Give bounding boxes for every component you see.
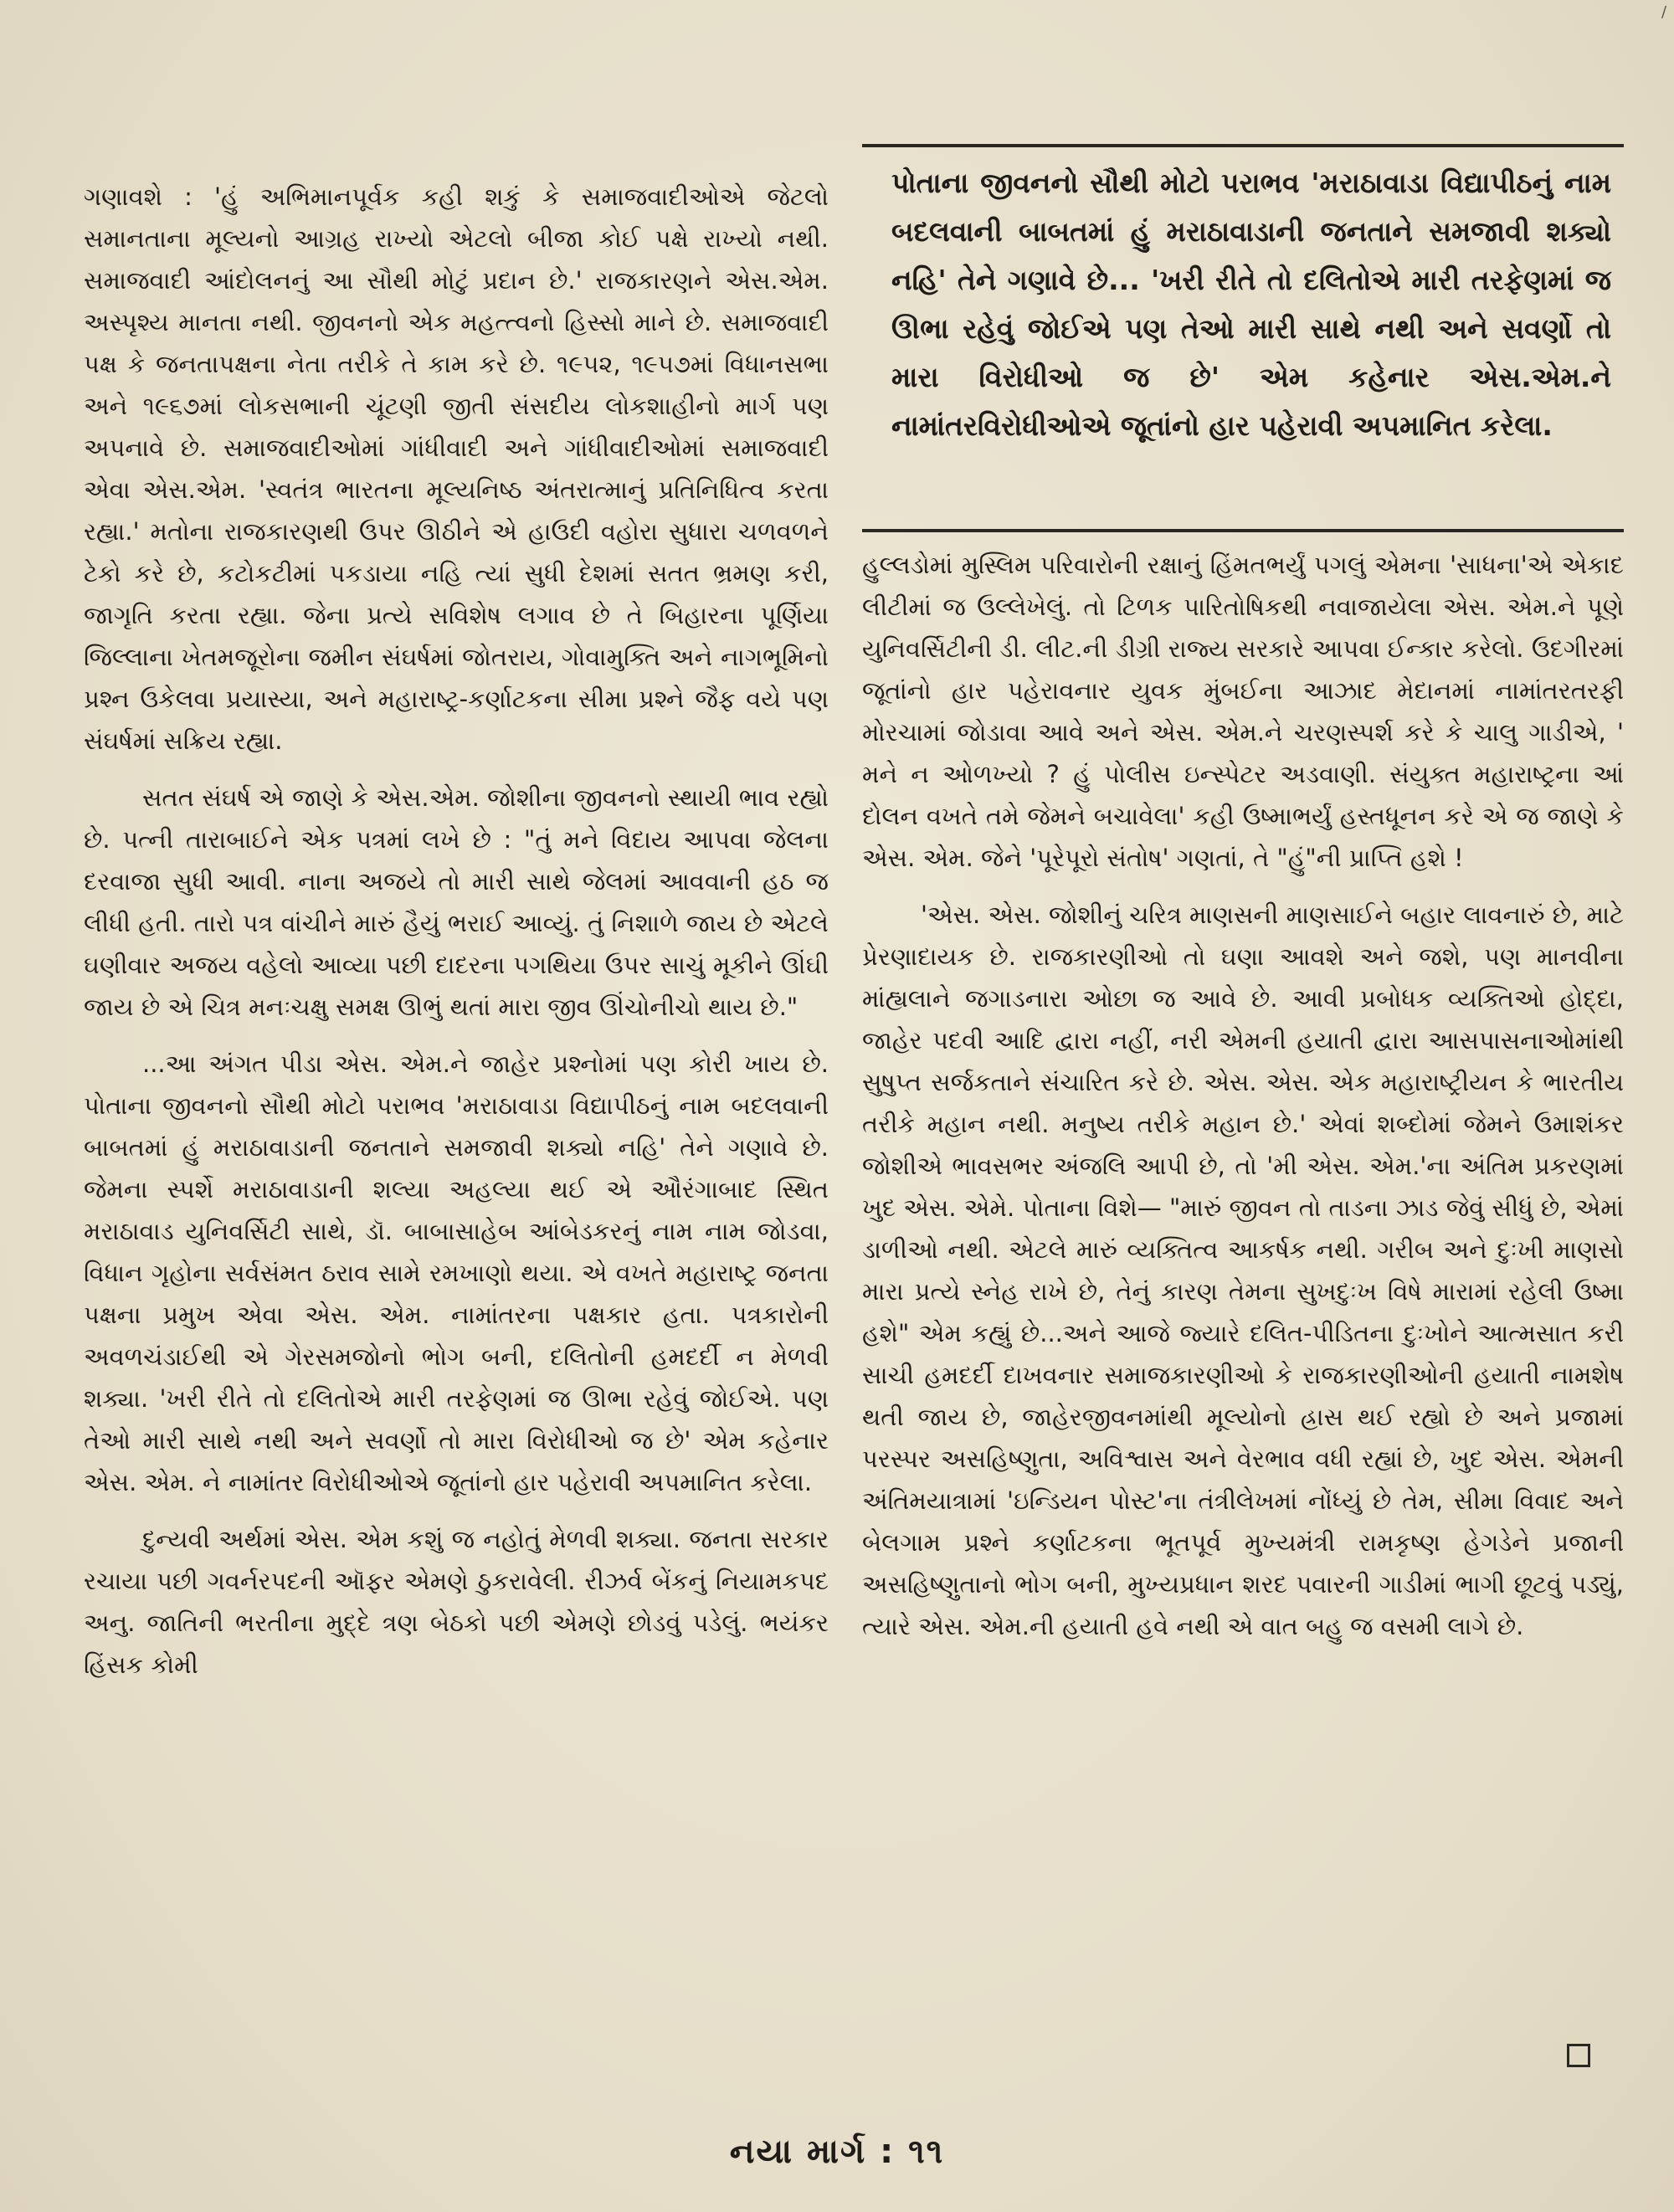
left-paragraph-2: સતત સંઘર્ષ એ જાણે કે એસ.એમ. જોશીના જીવનનો સ્થાયી ભાવ રહ્યો છે. પત્ની તારાબાઈને એક પત્રમાં લખે છે : "તું મને વિદાય આપવા જેલના દરવાજા સુધી આવી. નાના અજયે તો મારી સાથે જેલમાં આવવાની હઠ જ લીધી હતી. તારો પત્ર વાંચીને મારું હૈયું ભરાઈ આવ્યું. તું નિશાળે જાય છે એટલે ઘણીવાર અજય વહેલો આવ્યા પછી દાદરના પગથિયા ઉપર સાચું મૂકીને ઊંઘી જાય છે એ ચિત્ર મનઃચક્ષુ સમક્ષ ઊભું થતાં મારા જીવ ઊંચોનીચો થાય છે."	[84, 783, 829, 1021]
right-paragraph-2: 'એસ. એસ. જોશીનું ચરિત્ર માણસની માણસાઈને બહાર લાવનારું છે, માટે પ્રેરણાદાયક છે. રાજકારણીઓ તો ઘણા આવશે અને જશે, પણ માનવીના માંહ્યલાને જગાડનારા ઓછા જ આવે છે. આવી પ્રબોધક વ્યક્તિઓ હોદ્દા, જાહેર પદવી આદિ દ્વારા નહીં, નરી એમની હયાતી દ્વારા આસપાસનાઓમાંથી સુષુપ્ત સર્જકતાને સંચારિત કરે છે. એસ. એસ. એક મહારાષ્ટ્રીયન કે ભારતીય તરીકે મહાન નથી. મનુષ્ય તરીકે મહાન છે.' એવાં શબ્દોમાં જેમને ઉમાશંકર જોશીએ ભાવસભર અંજલિ આપી છે, તો 'મી એસ. એમ.'ના અંતિમ પ્રકરણમાં ખુદ એસ. એમે. પોતાના વિશે— "મારું જીવન તો તાડના ઝાડ જેવું સીધું છે, એમાં ડાળીઓ નથી. એટલે મારું વ્યક્તિત્વ આકર્ષક નથી. ગરીબ અને દુઃખી માણસો મારા પ્રત્યે સ્નેહ રાખે છે, તેનું કારણ તેમના સુખદુઃખ વિષે મારામાં રહેલી ઉષ્મા હશે" એમ કહ્યું છે...અને આજે જ્યારે દલિત-પીડિતના દુઃખોને આત્મસાત કરી સાચી હમદર્દી દાખવનાર સમાજકારણીઓ કે રાજકારણીઓની હયાતી નામશેષ થતી જાય છે, જાહેરજીવનમાંથી મૂલ્યોનો હ્રાસ થઈ રહ્યો છે અને પ્રજામાં પરસ્પર અસહિષ્ણુતા, અવિશ્વાસ અને વેરભાવ વધી રહ્યાં છે, ખુદ એસ. એમની અંતિમયાત્રામાં 'ઇન્ડિયન પોસ્ટ'ના તંત્રીલેખમાં નોંધ્યું છે તેમ, સીમા વિવાદ અને બેલગામ પ્રશ્ને કર્ણાટકના ભૂતપૂર્વ મુખ્યમંત્રી રામકૃષ્ણ હેગડેને પ્રજાની અસહિષ્ણુતાનો ભોગ બની, મુખ્યપ્રધાન શરદ પવારની ગાડીમાં ભાગી છૂટવું પડ્યું, ત્યારે એસ. એમ.ની હયાતી હવે નથી એ વાત બહુ જ વસમી લાગે છે.	[862, 901, 1624, 1640]
pullquote-top-rule	[862, 144, 1624, 147]
right-column	[862, 544, 1624, 1662]
pullquote: પોતાના જીવનનો સૌથી મોટો પરાભવ 'મરાઠાવાડા વિદ્યાપીઠનું નામ બદલવાની બાબતમાં હું મરાઠાવાડાની જનતાને સમજાવી શક્યો નહિ' તેને ગણાવે છે... 'ખરી રીતે તો દલિતોએ મારી તરફેણમાં જ ઊભા રહેવું જોઈએ પણ તેઓ મારી સાથે નથી અને સવર્ણો તો મારા વિરોધીઓ જ છે' એમ કહેનાર એસ.એમ.ને નામાંતરવિરોધીઓએ જૂતાંનો હાર પહેરાવી અપમાનિત કરેલા.	[891, 167, 1611, 442]
left-column	[84, 176, 829, 1701]
page-footer: નયા માર્ગ : ૧૧	[729, 2132, 945, 2171]
left-paragraph-1: ગણાવશે : 'હું અભિમાનપૂર્વક કહી શકું કે સમાજવાદીઓએ જેટલો સમાનતાના મૂલ્યનો આગ્રહ રાખ્યો એટલો બીજા કોઈ પક્ષે રાખ્યો નથી. સમાજવાદી આંદોલનનું આ સૌથી મોટું પ્રદાન છે.' રાજકારણને એસ.એમ. અસ્પૃશ્ય માનતા નથી. જીવનનો એક મહત્ત્વનો હિસ્સો માને છે. સમાજવાદી પક્ષ કે જનતાપક્ષના નેતા તરીકે તે કામ કરે છે. ૧૯૫૨, ૧૯૫૭માં વિધાનસભા અને ૧૯૬૭માં લોકસભાની ચૂંટણી જીતી સંસદીય લોકશાહીનો માર્ગ પણ અપનાવે છે. સમાજવાદીઓમાં ગાંધીવાદી અને ગાંધીવાદીઓમાં સમાજવાદી એવા એસ.એમ. 'સ્વતંત્ર ભારતના મૂલ્યનિષ્ઠ અંતરાત્માનું પ્રતિનિધિત્વ કરતા રહ્યા.' મતોના રાજકારણથી ઉપર ઊઠીને એ હાઉદી વહોરા સુધારા ચળવળને ટેકો કરે છે, કટોકટીમાં પકડાયા નહિ ત્યાં સુધી દેશમાં સતત ભ્રમણ કરી, જાગૃતિ કરતા રહ્યા. જેના પ્રત્યે સવિશેષ લગાવ છે તે બિહારના પૂર્ણિયા જિલ્લાના ખેતમજૂરોના જમીન સંઘર્ષમાં જોતરાય, ગોવામુક્તિ અને નાગભૂમિનો પ્રશ્ન ઉકેલવા પ્રયાસ્યા, અને મહારાષ્ટ્ર-કર્ણાટકના સીમા પ્રશ્ને જૈફ વયે પણ સંઘર્ષમાં સક્રિય રહ્યા.	[84, 182, 829, 755]
right-paragraph-1: હુલ્લડોમાં મુસ્લિમ પરિવારોની રક્ષાનું હિંમતભર્યું પગલું એમના 'સાધના'એ એકાદ લીટીમાં જ ઉલ્લેખેલું. તો ટિળક પારિતોષિકથી નવાજાયેલા એસ. એમ.ને પૂણે યુનિવર્સિટીની ડી. લીટ.ની ડીગ્રી રાજ્ય સરકારે આપવા ઈન્કાર કરેલો. ઉદગીરમાં જૂતાંનો હાર પહેરાવનાર યુવક મુંબઈના આઝાદ મેદાનમાં નામાંતરતરફી મોરચામાં જોડાવા આવે અને એસ. એમ.ને ચરણસ્પર્શ કરે કે ચાલુ ગાડીએ, ' મને ન ઓળખ્યો ? હું પોલીસ ઇન્સ્પેટર અડવાણી. સંયુક્ત મહારાષ્ટ્રના આં દોલન વખતે તમે જેમને બચાવેલા' કહી ઉષ્માભર્યું હસ્તધૂનન કરે એ જ જાણે કે એસ. એમ. જેને 'પૂરેપૂરો સંતોષ' ગણતાં, તે "હું"ની પ્રાપ્તિ હશે !	[862, 551, 1624, 872]
corner-mark: /	[1661, 3, 1667, 21]
left-paragraph-3: ...આ અંગત પીડા એસ. એમ.ને જાહેર પ્રશ્નોમાં પણ કોરી ખાય છે. પોતાના જીવનનો સૌથી મોટો પરાભવ 'મરાઠાવાડા વિદ્યાપીઠનું નામ બદલવાની બાબતમાં હું મરાઠાવાડાની જનતાને સમજાવી શક્યો નહિ' તેને ગણાવે છે. જેમના સ્પર્શે મરાઠાવાડાની શલ્યા અહલ્યા થઈ એ ઔરંગાબાદ સ્થિત મરાઠાવાડ યુનિવર્સિટી સાથે, ડૉ. બાબાસાહેબ આંબેડકરનું નામ નામ જોડવા, વિધાન ગૃહોના સર્વસંમત ઠરાવ સામે રમખાણો થયા. એ વખતે મહારાષ્ટ્ર જનતા પક્ષના પ્રમુખ એવા એસ. એમ. નામાંતરના પક્ષકાર હતા. પત્રકારોની અવળચંડાઈથી એ ગેરસમજોનો ભોગ બની, દલિતોની હમદર્દી ન મેળવી શક્યા. 'ખરી રીતે તો દલિતોએ મારી તરફેણમાં જ ઊભા રહેવું જોઈએ. પણ તેઓ મારી સાથે નથી અને સવર્ણો તો મારા વિરોધીઓ જ છે' એમ કહેનાર એસ. એમ. ને નામાંતર વિરોધીઓએ જૂતાંનો હાર પહેરાવી અપમાનિત કરેલા.	[84, 1050, 829, 1496]
end-of-article-mark	[1567, 2044, 1590, 2067]
pullquote-bottom-rule	[862, 529, 1624, 532]
left-paragraph-4: દુન્યવી અર્થમાં એસ. એમ કશું જ નહોતું મેળવી શક્યા. જનતા સરકાર રચાયા પછી ગવર્નરપદની ઑફર એમણે ઠુકરાવેલી. રીઝર્વ બેંકનું નિયામકપદ અનુ. જાતિની ભરતીના મુદ્દે ત્રણ બેઠકો પછી એમણે છોડવું પડેલું. ભયંકર હિંસક કોમી	[84, 1525, 829, 1679]
